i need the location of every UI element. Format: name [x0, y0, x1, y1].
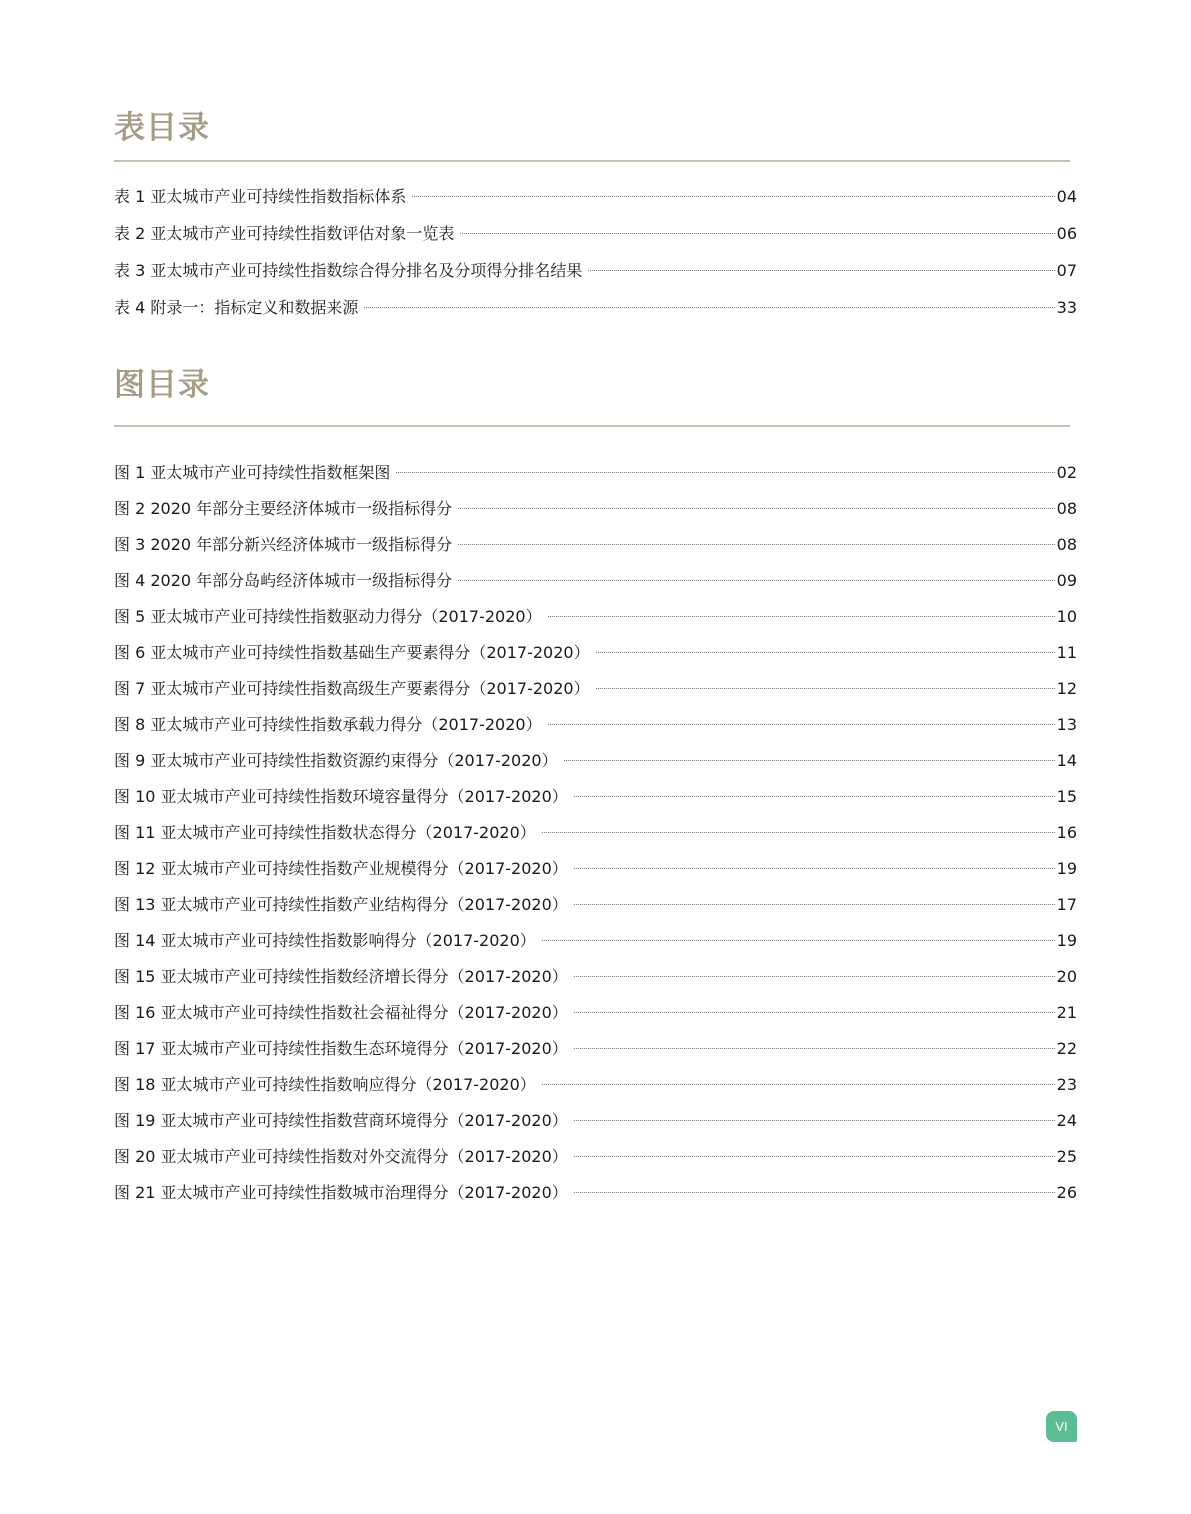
dot-leader [574, 904, 1055, 905]
dot-leader [574, 868, 1055, 869]
dot-leader [542, 940, 1055, 941]
toc-entry-title: 图 14 亚太城市产业可持续性指数影响得分（2017-2020） [114, 931, 536, 950]
toc-entry-title: 图 3 2020 年部分新兴经济体城市一级指标得分 [114, 535, 453, 554]
figure-toc-entry[interactable] [114, 1109, 1077, 1145]
toc-entry-page-number: 17 [1056, 895, 1077, 914]
toc-entry-title: 图 20 亚太城市产业可持续性指数对外交流得分（2017-2020） [114, 1147, 568, 1166]
figures-toc-heading: 图目录 [114, 367, 210, 403]
toc-entry-page-number: 24 [1056, 1111, 1077, 1130]
toc-entry-page-number: 08 [1056, 535, 1077, 554]
dot-leader [574, 1048, 1055, 1049]
figure-toc-entry[interactable] [114, 605, 1077, 641]
toc-entry-title: 表 4 附录一：指标定义和数据来源 [114, 298, 359, 317]
toc-entry-page-number: 08 [1056, 499, 1077, 518]
toc-entry-title: 表 3 亚太城市产业可持续性指数综合得分排名及分项得分排名结果 [114, 261, 583, 280]
toc-entry-title: 图 12 亚太城市产业可持续性指数产业规模得分（2017-2020） [114, 859, 568, 878]
figure-toc-entry[interactable] [114, 1145, 1077, 1181]
dot-leader [548, 724, 1055, 725]
dot-leader [460, 233, 1054, 234]
toc-entry-title: 图 11 亚太城市产业可持续性指数状态得分（2017-2020） [114, 823, 536, 842]
toc-entry-page-number: 11 [1056, 643, 1077, 662]
toc-entry-page-number: 19 [1056, 859, 1077, 878]
figures-toc-list [114, 461, 1077, 1217]
figure-toc-entry[interactable] [114, 893, 1077, 929]
toc-entry-page-number: 26 [1056, 1183, 1077, 1202]
toc-entry-page-number: 13 [1056, 715, 1077, 734]
figure-toc-entry[interactable] [114, 1073, 1077, 1109]
figure-toc-entry[interactable] [114, 461, 1077, 497]
toc-entry-page-number: 22 [1056, 1039, 1077, 1058]
toc-entry-title: 图 9 亚太城市产业可持续性指数资源约束得分（2017-2020） [114, 751, 558, 770]
toc-entry-title: 图 10 亚太城市产业可持续性指数环境容量得分（2017-2020） [114, 787, 568, 806]
table-toc-entry[interactable] [114, 222, 1077, 259]
dot-leader [396, 472, 1054, 473]
dot-leader [574, 796, 1055, 797]
toc-entry-title: 图 19 亚太城市产业可持续性指数营商环境得分（2017-2020） [114, 1111, 568, 1130]
toc-entry-title: 图 16 亚太城市产业可持续性指数社会福祉得分（2017-2020） [114, 1003, 568, 1022]
toc-entry-page-number: 14 [1056, 751, 1077, 770]
dot-leader [542, 1084, 1055, 1085]
dot-leader [458, 544, 1054, 545]
table-toc-entry[interactable] [114, 185, 1077, 222]
dot-leader [574, 1012, 1055, 1013]
figure-toc-entry[interactable] [114, 1001, 1077, 1037]
toc-entry-page-number: 19 [1056, 931, 1077, 950]
figure-toc-entry[interactable] [114, 929, 1077, 965]
toc-entry-page-number: 15 [1056, 787, 1077, 806]
toc-entry-page-number: 04 [1056, 187, 1077, 206]
toc-entry-title: 图 18 亚太城市产业可持续性指数响应得分（2017-2020） [114, 1075, 536, 1094]
dot-leader [564, 760, 1055, 761]
toc-entry-page-number: 25 [1056, 1147, 1077, 1166]
figure-toc-entry[interactable] [114, 1037, 1077, 1073]
tables-toc-heading: 表目录 [114, 110, 210, 146]
toc-entry-page-number: 16 [1056, 823, 1077, 842]
toc-entry-title: 图 5 亚太城市产业可持续性指数驱动力得分（2017-2020） [114, 607, 542, 626]
figure-toc-entry[interactable] [114, 713, 1077, 749]
dot-leader [574, 1120, 1055, 1121]
figure-toc-entry[interactable] [114, 677, 1077, 713]
toc-entry-title: 图 21 亚太城市产业可持续性指数城市治理得分（2017-2020） [114, 1183, 568, 1202]
dot-leader [364, 307, 1054, 308]
tables-heading-divider [114, 160, 1070, 162]
toc-entry-title: 图 2 2020 年部分主要经济体城市一级指标得分 [114, 499, 453, 518]
toc-entry-title: 图 7 亚太城市产业可持续性指数高级生产要素得分（2017-2020） [114, 679, 590, 698]
dot-leader [458, 508, 1054, 509]
page-number-badge: VI [1046, 1411, 1077, 1442]
dot-leader [596, 688, 1055, 689]
dot-leader [542, 832, 1055, 833]
dot-leader [574, 1192, 1055, 1193]
dot-leader [574, 1156, 1055, 1157]
figure-toc-entry[interactable] [114, 497, 1077, 533]
table-toc-entry[interactable] [114, 259, 1077, 296]
figures-heading-divider [114, 425, 1070, 427]
figure-toc-entry[interactable] [114, 749, 1077, 785]
toc-entry-page-number: 06 [1056, 224, 1077, 243]
dot-leader [574, 976, 1055, 977]
toc-entry-page-number: 10 [1056, 607, 1077, 626]
figure-toc-entry[interactable] [114, 1181, 1077, 1217]
figure-toc-entry[interactable] [114, 533, 1077, 569]
figure-toc-entry[interactable] [114, 857, 1077, 893]
toc-entry-page-number: 02 [1056, 463, 1077, 482]
toc-entry-page-number: 09 [1056, 571, 1077, 590]
toc-entry-title: 图 6 亚太城市产业可持续性指数基础生产要素得分（2017-2020） [114, 643, 590, 662]
toc-entry-title: 图 8 亚太城市产业可持续性指数承载力得分（2017-2020） [114, 715, 542, 734]
figure-toc-entry[interactable] [114, 821, 1077, 857]
table-toc-entry[interactable] [114, 296, 1077, 333]
toc-entry-page-number: 12 [1056, 679, 1077, 698]
figure-toc-entry[interactable] [114, 965, 1077, 1001]
tables-toc-list [114, 185, 1077, 333]
toc-entry-title: 图 1 亚太城市产业可持续性指数框架图 [114, 463, 391, 482]
toc-entry-page-number: 21 [1056, 1003, 1077, 1022]
toc-entry-title: 表 2 亚太城市产业可持续性指数评估对象一览表 [114, 224, 455, 243]
figure-toc-entry[interactable] [114, 641, 1077, 677]
figure-toc-entry[interactable] [114, 569, 1077, 605]
figure-toc-entry[interactable] [114, 785, 1077, 821]
toc-entry-title: 图 15 亚太城市产业可持续性指数经济增长得分（2017-2020） [114, 967, 568, 986]
dot-leader [548, 616, 1055, 617]
toc-entry-title: 图 17 亚太城市产业可持续性指数生态环境得分（2017-2020） [114, 1039, 568, 1058]
toc-entry-page-number: 20 [1056, 967, 1077, 986]
toc-entry-page-number: 07 [1056, 261, 1077, 280]
toc-entry-page-number: 23 [1056, 1075, 1077, 1094]
toc-entry-page-number: 33 [1056, 298, 1077, 317]
dot-leader [412, 196, 1054, 197]
toc-entry-title: 图 13 亚太城市产业可持续性指数产业结构得分（2017-2020） [114, 895, 568, 914]
toc-entry-title: 图 4 2020 年部分岛屿经济体城市一级指标得分 [114, 571, 453, 590]
toc-entry-title: 表 1 亚太城市产业可持续性指数指标体系 [114, 187, 407, 206]
dot-leader [588, 270, 1054, 271]
dot-leader [458, 580, 1054, 581]
dot-leader [596, 652, 1055, 653]
